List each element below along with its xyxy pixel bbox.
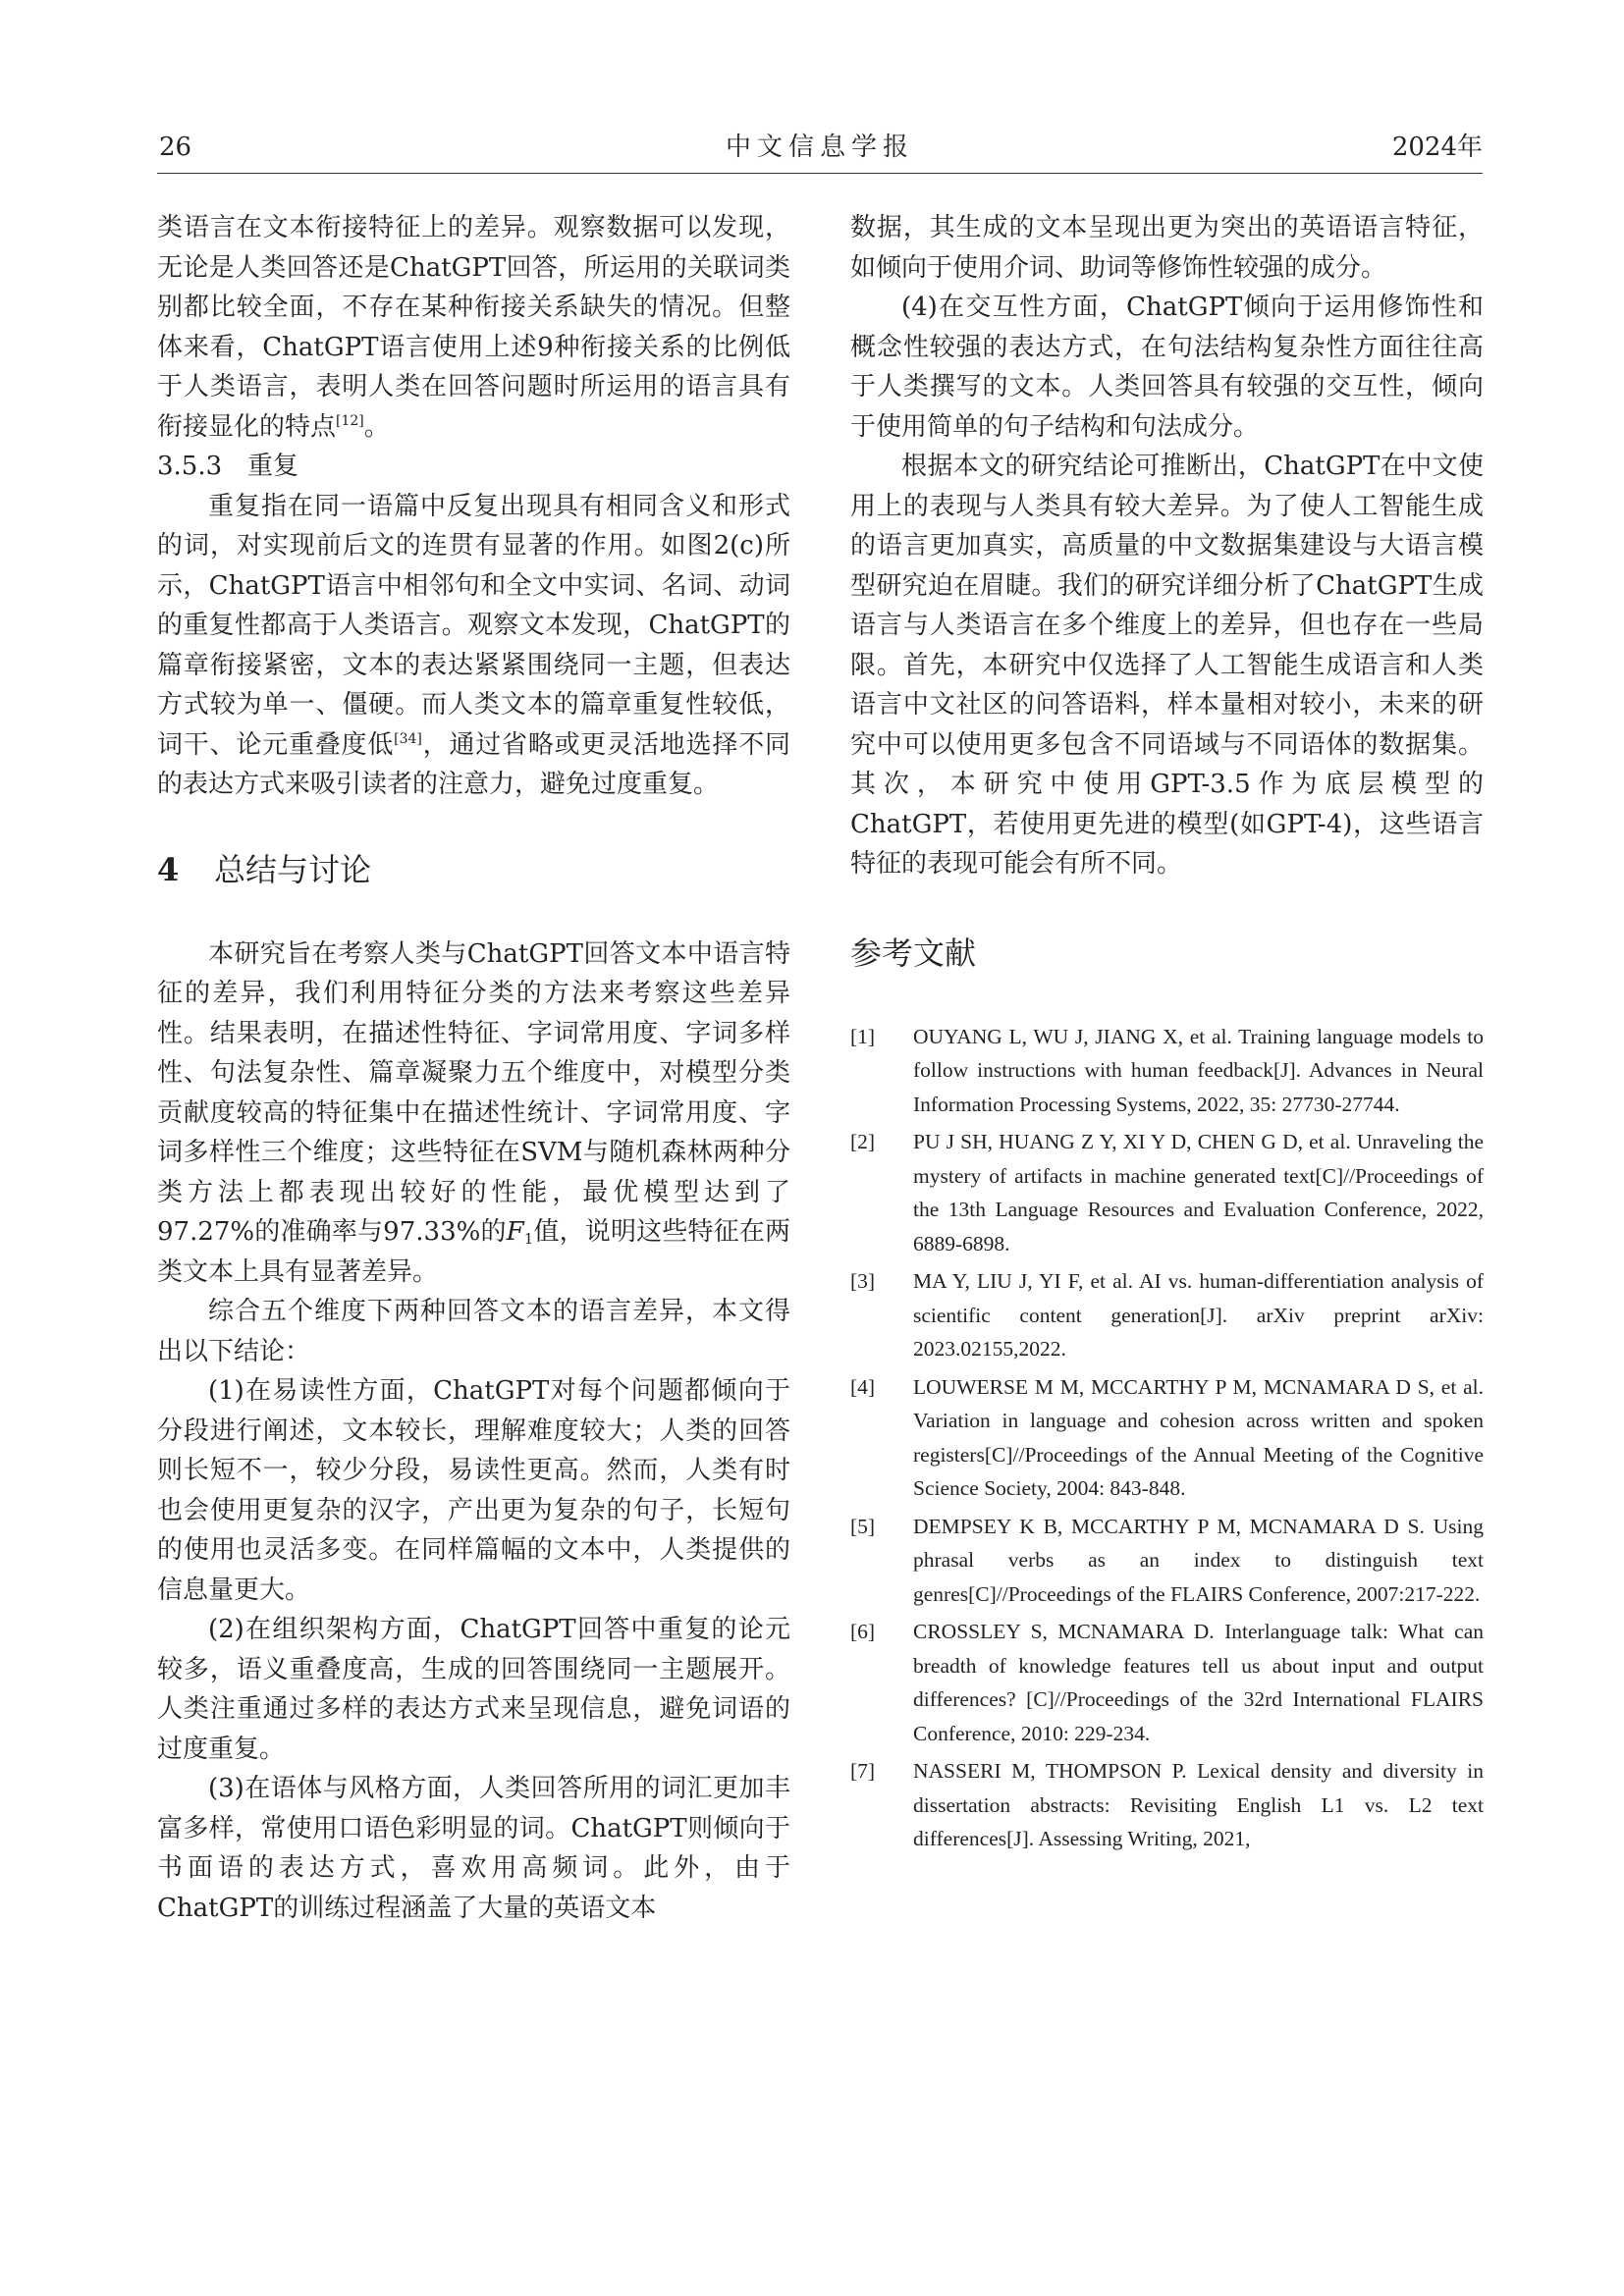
paragraph-text: 。 (363, 411, 390, 442)
reference-item (850, 1615, 1484, 1750)
reference-text: PU J SH, HUANG Z Y, XI Y D, CHEN G D, et al. Unraveling the mystery of artifacts in machine generated text[C]//Proceedings of the 13th Language Resources and Evaluation Conference, 2022, 6889-6898. (913, 1130, 1484, 1255)
paragraph: 数据，其生成的文本呈现出更为突出的英语语言特征，如倾向于使用介词、助词等修饰性较强的成分。 (850, 213, 1484, 283)
right-column (850, 208, 1484, 1860)
left-column (157, 208, 790, 1928)
header-rule (157, 173, 1483, 174)
reference-list (850, 1020, 1484, 1856)
reference-item (850, 1264, 1484, 1366)
reference-text: CROSSLEY S, MCNAMARA D. Interlanguage talk: What can breadth of knowledge features tell us about input and output differences? [C]//Proceedings of the 32rd International FLAIRS Conference, 2010: 229-234. (913, 1620, 1484, 1745)
paragraph-text: 重复指在同一语篇中反复出现具有相同含义和形式的词，对实现前后文的连贯有显著的作用。如图2(c)所示，ChatGPT语言中相邻句和全文中实词、名词、动词的重复性都高于人类语言。观察文本发现，ChatGPT的篇章衔接紧密，文本的表达紧紧围绕同一主题，但表达方式较为单一、僵硬。而人类文本的篇章重复性较低，词干、论元重叠度低 (157, 491, 790, 760)
running-header (157, 128, 1483, 171)
subsection-title: 重复 (247, 452, 299, 481)
reference-number: [4] (850, 1374, 876, 1399)
year-label: 2024年 (1391, 133, 1483, 162)
paragraph-text: 值，说明这些特征在两类文本上具有显著差异。 (157, 1217, 790, 1287)
references-heading: 参考文献 (850, 934, 977, 972)
reference-number: [6] (850, 1620, 876, 1643)
reference-text: MA Y, LIU J, YI F, et al. AI vs. human-differentiation analysis of scientific content generation[J]. arXiv preprint arXiv: 2023.02155,2022. (913, 1269, 1484, 1361)
reference-number: [1] (850, 1024, 876, 1048)
section-heading (157, 848, 790, 891)
reference-item (850, 1020, 1484, 1122)
paragraph (157, 208, 790, 447)
f1-subscript: 1 (523, 1230, 534, 1248)
reference-number: [2] (850, 1130, 876, 1153)
section-title: 总结与讨论 (214, 850, 372, 888)
reference-text: LOUWERSE M M, MCCARTHY P M, MCNAMARA D S, et al. Variation in language and cohesion across written and spoken registers[C]//Proceedings of the Annual Meeting of the Cognitive Science Society, 2004: 843-848. (913, 1374, 1484, 1500)
subsection-heading (157, 447, 790, 487)
journal-title: 中文信息学报 (725, 133, 914, 162)
paragraph: (2)在组织架构方面，ChatGPT回答中重复的论元较多，语义重叠度高，生成的回答围绕同一主题展开。人类注重通过多样的表达方式来呈现信息，避免词语的过度重复。 (157, 1615, 790, 1764)
f1-symbol: F (506, 1217, 524, 1247)
reference-number: [7] (850, 1759, 876, 1783)
citation: [12] (336, 412, 364, 429)
reference-item (850, 1125, 1484, 1260)
paragraph: (1)在易读性方面，ChatGPT对每个问题都倾向于分段进行阐述，文本较长，理解难度较大；人类的回答则长短不一，较少分段，易读性更高。然而，人类有时也会使用更复杂的汉字，产出更为复杂的句子，长短句的使用也灵活多变。在同样篇幅的文本中，人类提供的信息量更大。 (157, 1376, 790, 1605)
reference-number: [3] (850, 1269, 876, 1293)
reference-number: [5] (850, 1514, 876, 1538)
paragraph: (3)在语体与风格方面，人类回答所用的词汇更加丰富多样，常使用口语色彩明显的词。ChatGPT则倾向于书面语的表达方式，喜欢用高频词。此外，由于ChatGPT的训练过程涵盖了大量的英语文本 (157, 1774, 790, 1923)
page-number: 26 (159, 133, 192, 162)
section-number: 4 (157, 850, 180, 888)
paragraph: 综合五个维度下两种回答文本的语言差异，本文得出以下结论： (157, 1297, 790, 1366)
paragraph: 根据本文的研究结论可推断出，ChatGPT在中文使用上的表现与人类具有较大差异。为了使人工智能生成的语言更加真实，高质量的中文数据集建设与大语言模型研究迫在眉睫。我们的研究详细分析了ChatGPT生成语言与人类语言在多个维度上的差异，但也存在一些局限。首先，本研究中仅选择了人工智能生成语言和人类语言中文社区的问答语料，样本量相对较小，未来的研究中可以使用更多包含不同语域与不同语体的数据集。其次，本研究中使用GPT-3.5作为底层模型的ChatGPT，若使用更先进的模型(如GPT-4)，这些语言特征的表现可能会有所不同。 (850, 452, 1484, 879)
reference-item (850, 1754, 1484, 1856)
subsection-number: 3.5.3 (157, 452, 223, 481)
citation: [34] (394, 730, 422, 747)
paragraph-text: 类语言在文本衔接特征上的差异。观察数据可以发现，无论是人类回答还是ChatGPT回答，所运用的关联词类别都比较全面，不存在某种衔接关系缺失的情况。但整体来看，ChatGPT语言使用上述9种衔接关系的比例低于人类语言，表明人类在回答问题时所运用的语言具有衔接显化的特点 (157, 213, 790, 442)
paragraph (157, 934, 790, 1293)
paragraph: (4)在交互性方面，ChatGPT倾向于运用修饰性和概念性较强的表达方式，在句法结构复杂性方面往往高于人类撰写的文本。人类回答具有较强的交互性，倾向于使用简单的句子结构和句法成分。 (850, 293, 1484, 442)
reference-text: NASSERI M, THOMPSON P. Lexical density and diversity in dissertation abstracts: Revisiting English L1 vs. L2 text differences[J]. Assessing Writing, 2021, (913, 1759, 1484, 1850)
paragraph-text: ，通过省略或更灵活地选择不同的表达方式来吸引读者的注意力，避免过度重复。 (157, 729, 790, 799)
paragraph (157, 487, 790, 805)
paragraph-text: 本研究旨在考察人类与ChatGPT回答文本中语言特征的差异，我们利用特征分类的方法来考察这些差异性。结果表明，在描述性特征、字词常用度、字词多样性、句法复杂性、篇章凝聚力五个维度中，对模型分类贡献度较高的特征集中在描述性统计、字词常用度、字词多样性三个维度；这些特征在SVM与随机森林两种分类方法上都表现出较好的性能，最优模型达到了97.27%的准确率与97.33%的 (157, 938, 790, 1247)
reference-text: DEMPSEY K B, MCCARTHY P M, MCNAMARA D S. Using phrasal verbs as an index to distinguish text genres[C]//Proceedings of the FLAIRS Conference, 2007:217-222. (913, 1514, 1484, 1606)
reference-text: OUYANG L, WU J, JIANG X, et al. Training language models to follow instructions with human feedback[J]. Advances in Neural Information Processing Systems, 2022, 35: 27730-27744. (913, 1024, 1484, 1116)
reference-item (850, 1510, 1484, 1612)
reference-item (850, 1370, 1484, 1506)
